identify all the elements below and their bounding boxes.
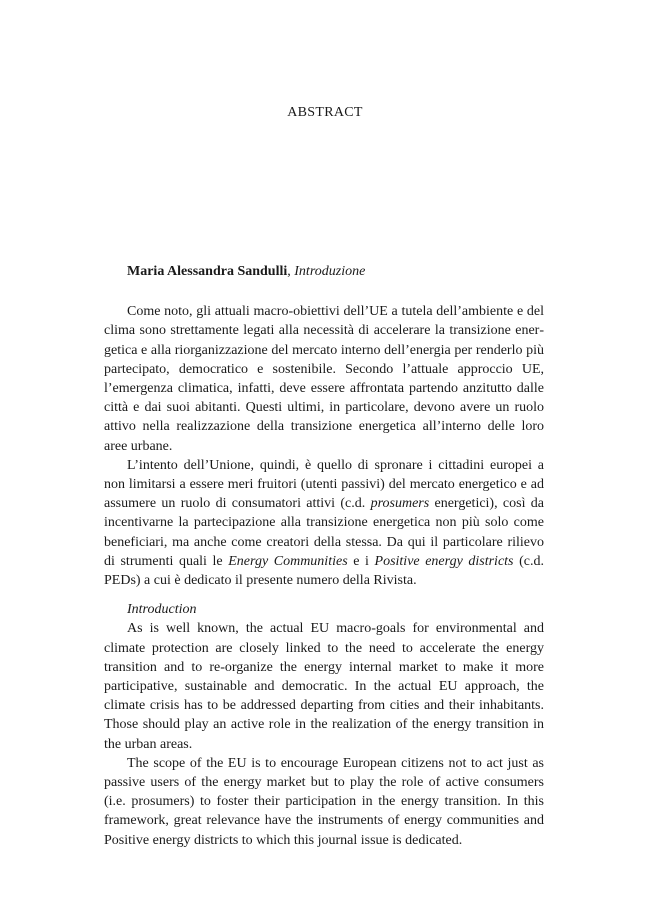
- author-name: Maria Alessandra Sandulli: [127, 264, 288, 279]
- italian-p2-text-e: e i: [347, 553, 375, 569]
- italian-p2-term-prosumers: prosumers: [370, 496, 430, 512]
- english-section-heading: Introduction: [127, 602, 197, 618]
- byline-separator: ,: [287, 264, 295, 279]
- italian-paragraph-1: Come noto, gli attuali macro-obiettivi dell’UE a tutela dell’ambiente e del clima sono strettamente legati alla necessità di accelerare la transizione energetica e alla riorganizzazione del mercato interno dell’energia per renderlo più partecipato, democratico e sostenibile. Secondo l’attuale approccio UE, l’emergenza climatica, infatti, deve essere affrontata partendo anzitutto dalle città e dai suoi abitanti. Questi ultimi, in particolare, devono avere un ruolo attivo nella realizzazione della transizione energetica all’interno delle loro aree urbane.: [104, 304, 544, 454]
- italian-p2-text-a: L’intento dell’Unione, quindi, è quello di spronare i cittadini europei a non limitarsi a essere meri fruitori (utenti passivi) del mercato energetico e ad assumere un ruolo di consumatori attivi (c.d.: [104, 457, 544, 512]
- page-heading: ABSTRACT: [287, 105, 363, 120]
- abstract-body: [104, 262, 544, 850]
- italian-p2-term-energy-communities: Energy Communities: [228, 553, 348, 569]
- italian-p2-term-peds: Positive energy districts: [374, 553, 514, 569]
- italian-p2-text-g: (c.d. PEDs) a cui è dedicato il presente numero della Rivista.: [104, 553, 544, 589]
- english-paragraph-1: As is well known, the actual EU macro-goals for environmental and climate protection are closely linked to the need to accelerate the energy transition and to re-organize the energy internal market to make it more participative, sustainable and democratic. In the actual EU approach, the climate crisis has to be addressed departing from cities and their inhabitants. Those should play an active role in the realization of the energy transition in the urban areas.: [104, 621, 544, 752]
- english-paragraph-2: The scope of the EU is to encourage European citizens not to act just as passive users of the energy market but to play the role of active consumers (i.e. prosumers) to foster their participation in the energy transition. In this framework, great relevance have the instruments of energy communities and Positive energy districts to which this journal issue is dedicated.: [104, 755, 544, 848]
- italian-paragraph-2: [104, 456, 544, 590]
- contribution-title: Introduzione: [294, 264, 366, 279]
- italian-p2-text-c: energetici), così da incentivarne la partecipazione alla transizione energetica non più solo come beneficiari, ma anche come creatori della stessa. Da qui il particolare rilievo di strumenti quali le: [104, 496, 544, 569]
- abstract-entry-header: [127, 262, 544, 281]
